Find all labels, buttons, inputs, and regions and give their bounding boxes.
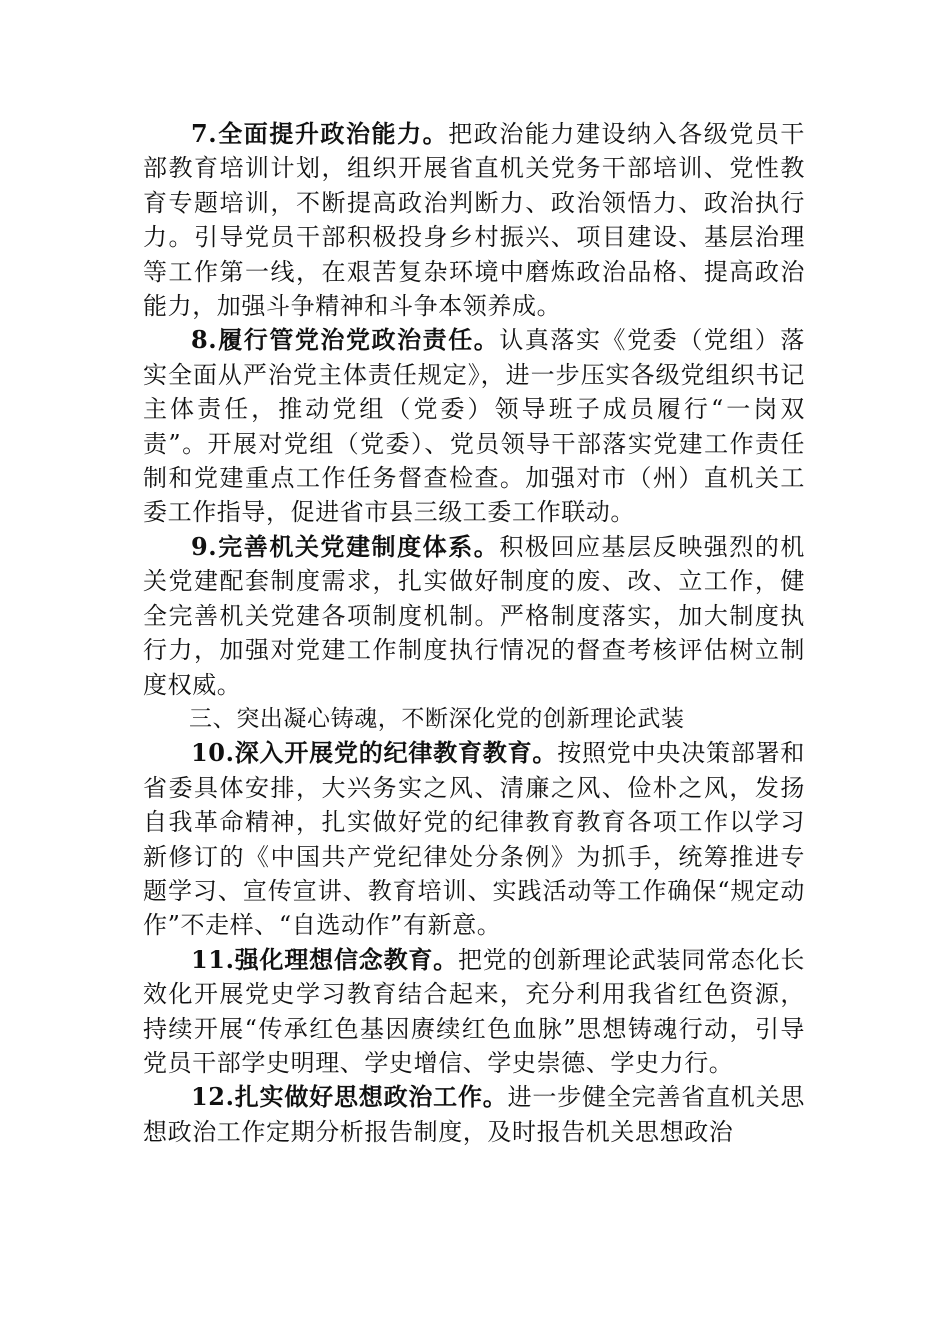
paragraph-8-body: 认真落实《党委（党组）落实全面从严治党主体责任规定》，进一步压实各级党组织书记主体责任，推动党组（党委）领导班子成员履行“一岗双责”。开展对党组（党委）、党员领导干部落实党建工作责任制和党建重点工作任务督查检查。加强对市（州）直机关工委工作指导，促进省市县三级工委工作联动。 [143,326,806,527]
paragraph-8 [143,323,805,529]
paragraph-8-lead: 8.履行管党治党政治责任。 [191,325,500,355]
paragraph-11 [143,943,805,1081]
paragraph-7-lead: 7.全面提升政治能力。 [191,119,449,148]
paragraph-12-lead: 12.扎实做好思想政治工作。 [191,1082,508,1112]
paragraph-7 [143,117,805,323]
paragraph-9-body: 积极回应基层反映强烈的机关党建配套制度需求，扎实做好制度的废、改、立工作，健全完善机关党建各项制度机制。严格制度落实，加大制度执行力，加强对党建工作制度执行情况的督查考核评估树立制度权威。 [143,532,806,699]
paragraph-11-lead: 11.强化理想信念教育。 [191,944,458,974]
paragraph-9-lead: 9.完善机关党建制度体系。 [191,531,500,561]
document-body [143,117,805,1149]
paragraph-7-body: 把政治能力建设纳入各级党员干部教育培训计划，组织开展省直机关党务干部培训、党性教育专题培训，不断提高政治判断力、政治领悟力、政治执行力。引导党员干部积极投身乡村振兴、项目建设、基层治理等工作第一线，在艰苦复杂环境中磨炼政治品格、提高政治能力，加强斗争精神和斗争本领养成。 [143,120,806,321]
paragraph-10 [143,736,805,942]
paragraph-10-lead: 10.深入开展党的纪律教育教育。 [191,738,558,768]
paragraph-11-body: 把党的创新理论武装同常态化长效化开展党史学习教育结合起来，充分利用我省红色资源，持续开展“传承红色基因赓续红色血脉”思想铸魂行动，引导党员干部学史明理、学史增信、学史崇德、学史力行。 [143,945,806,1077]
paragraph-9 [143,530,805,702]
paragraph-12-body: 进一步健全完善省直机关思想政治工作定期分析报告制度，及时报告机关思想政治 [143,1083,805,1146]
paragraph-12 [143,1080,805,1149]
section-heading: 三、突出凝心铸魂，不断深化党的创新理论武装 [189,705,685,732]
paragraph-10-body: 按照党中央决策部署和省委具体安排，大兴务实之风、清廉之风、俭朴之风，发扬自我革命精神，扎实做好党的纪律教育教育各项工作以学习新修订的《中国共产党纪律处分条例》为抓手，统筹推进专题学习、宣传宣讲、教育培训、实践活动等工作确保“规定动作”不走样、“自选动作”有新意。 [143,739,806,940]
